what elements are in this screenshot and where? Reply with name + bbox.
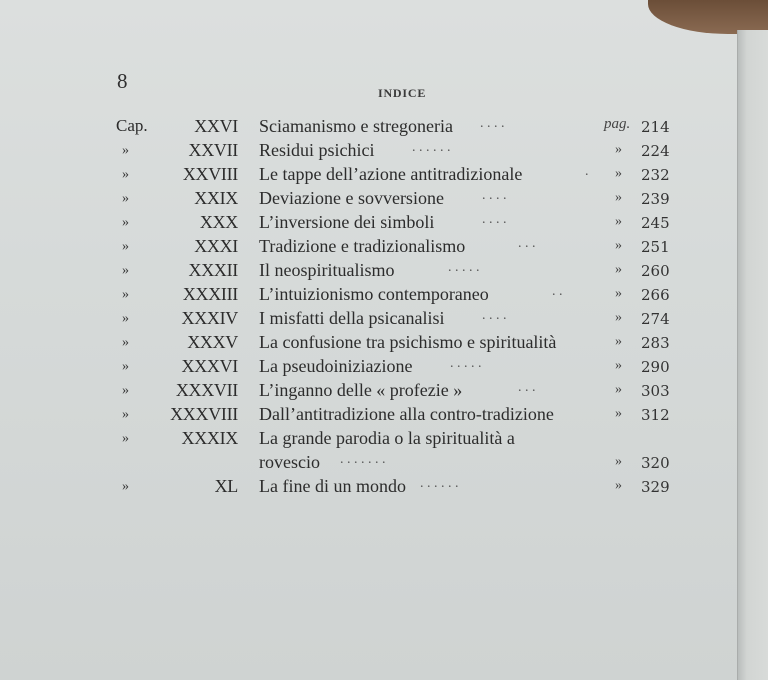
chapter-title: La pseudoiniziazione — [259, 356, 413, 376]
ditto-mark: » — [615, 262, 622, 277]
ditto-mark: » — [122, 143, 129, 158]
chapter-title: La fine di un mondo — [259, 476, 406, 496]
leader-dots: . . . . . . — [412, 140, 451, 155]
ditto-mark: » — [615, 454, 622, 469]
ditto-mark: » — [615, 334, 622, 349]
ditto-mark: » — [122, 239, 129, 254]
ditto-mark: » — [615, 358, 622, 373]
leader-dots: . — [585, 164, 589, 179]
page-number: 8 — [117, 69, 128, 93]
chapter-title: L’inganno delle « profezie » — [259, 380, 463, 400]
chapter-title: Tradizione e tradizionalismo — [259, 236, 466, 256]
ditto-mark: » — [615, 382, 622, 397]
toc-entry — [0, 380, 740, 404]
page-ref: 290 — [641, 358, 670, 376]
chapter-title: La grande parodia o la spiritualità a — [259, 428, 515, 448]
leader-dots: . . . . . . — [420, 476, 459, 491]
page-ref: 312 — [641, 406, 670, 424]
ditto-mark: » — [122, 167, 129, 182]
leader-dots: . . . . — [482, 188, 507, 203]
chapter-roman: XXXVI — [181, 356, 238, 376]
ditto-mark: » — [122, 407, 129, 422]
toc-entry — [0, 236, 740, 260]
running-head: INDICE — [378, 86, 427, 100]
ditto-mark: » — [615, 286, 622, 301]
chapter-title: L’inversione dei simboli — [259, 212, 435, 232]
page-ref: 303 — [641, 382, 670, 400]
chapter-roman: XXXI — [194, 236, 238, 256]
chapter-roman: XXXV — [187, 332, 238, 352]
ditto-mark: » — [122, 263, 129, 278]
chapter-title-continuation: rovescio — [259, 452, 320, 472]
ditto-mark: » — [615, 406, 622, 421]
chapter-title: Deviazione e sovversione — [259, 188, 444, 208]
toc-entry — [0, 308, 740, 332]
ditto-mark: » — [122, 191, 129, 206]
toc-entry — [0, 428, 740, 452]
chapter-roman: XXXVII — [175, 380, 238, 400]
ditto-mark: » — [615, 166, 622, 181]
ditto-mark: » — [615, 190, 622, 205]
chapter-roman: XXX — [199, 212, 238, 232]
chapter-roman: XXVI — [194, 116, 238, 136]
chapter-title: La confusione tra psichismo e spiritualità — [259, 332, 557, 352]
ditto-mark: » — [615, 478, 622, 493]
chapter-roman: XL — [214, 476, 238, 496]
chapter-roman: XXVIII — [182, 164, 238, 184]
ditto-mark: » — [122, 287, 129, 302]
chapter-title: Il neospiritualismo — [259, 260, 395, 280]
toc-entry — [0, 284, 740, 308]
ditto-mark: » — [615, 310, 622, 325]
toc-entry — [0, 476, 740, 500]
ditto-mark: » — [615, 214, 622, 229]
toc-entry — [0, 404, 740, 428]
chapter-roman: XXXIV — [181, 308, 238, 328]
leader-dots: . . . — [518, 236, 536, 251]
chapter-roman: XXXIII — [182, 284, 238, 304]
chapter-title: I misfatti della psicanalisi — [259, 308, 445, 328]
leader-dots: . . . . . — [450, 356, 482, 371]
chapter-title: Le tappe dell’azione antitradizionale — [259, 164, 523, 184]
ditto-mark: » — [122, 359, 129, 374]
chapter-roman: XXIX — [194, 188, 238, 208]
toc-entry-continuation — [0, 452, 740, 476]
page-ref: 251 — [641, 238, 670, 256]
leader-dots: . . . . — [482, 308, 507, 323]
chapter-roman: XXXII — [188, 260, 238, 280]
chapter-title: Residui psichici — [259, 140, 375, 160]
toc-entry — [0, 188, 740, 212]
toc-entry — [0, 116, 740, 140]
toc-entry — [0, 332, 740, 356]
ditto-mark: » — [122, 431, 129, 446]
ditto-mark: » — [122, 311, 129, 326]
toc-entry — [0, 140, 740, 164]
chapter-title: Dall’antitradizione alla contro-tradizione — [259, 404, 554, 424]
page-ref: 320 — [641, 454, 670, 472]
next-page-edge — [737, 30, 768, 680]
page-ref: 260 — [641, 262, 670, 280]
toc-entry — [0, 164, 740, 188]
page-ref: 245 — [641, 214, 670, 232]
ditto-mark: » — [122, 215, 129, 230]
page-ref: 329 — [641, 478, 670, 496]
leader-dots: . . . . — [480, 116, 505, 131]
page-ref: 274 — [641, 310, 670, 328]
page-ref: 232 — [641, 166, 670, 184]
chapter-prefix: Cap. — [116, 116, 148, 135]
page-ref: 224 — [641, 142, 670, 160]
chapter-roman: XXXVIII — [170, 404, 238, 424]
chapter-title: Sciamanismo e stregoneria — [259, 116, 453, 136]
page-ref: 214 — [641, 118, 670, 136]
ditto-mark: » — [615, 238, 622, 253]
ditto-mark: » — [122, 335, 129, 350]
leader-dots: . . . . . . . — [340, 452, 386, 467]
ditto-mark: » — [122, 383, 129, 398]
page-label: pag. — [604, 116, 631, 132]
page-ref: 283 — [641, 334, 670, 352]
page-ref: 239 — [641, 190, 670, 208]
leader-dots: . . — [552, 284, 563, 299]
chapter-title: L’intuizionismo contemporaneo — [259, 284, 489, 304]
ditto-mark: » — [122, 479, 129, 494]
toc-entry — [0, 356, 740, 380]
toc-entry — [0, 260, 740, 284]
leader-dots: . . . — [518, 380, 536, 395]
toc-entry — [0, 212, 740, 236]
ditto-mark: » — [615, 142, 622, 157]
page-ref: 266 — [641, 286, 670, 304]
chapter-roman: XXXIX — [181, 428, 238, 448]
chapter-roman: XXVII — [188, 140, 238, 160]
leader-dots: . . . . . — [448, 260, 480, 275]
leader-dots: . . . . — [482, 212, 507, 227]
